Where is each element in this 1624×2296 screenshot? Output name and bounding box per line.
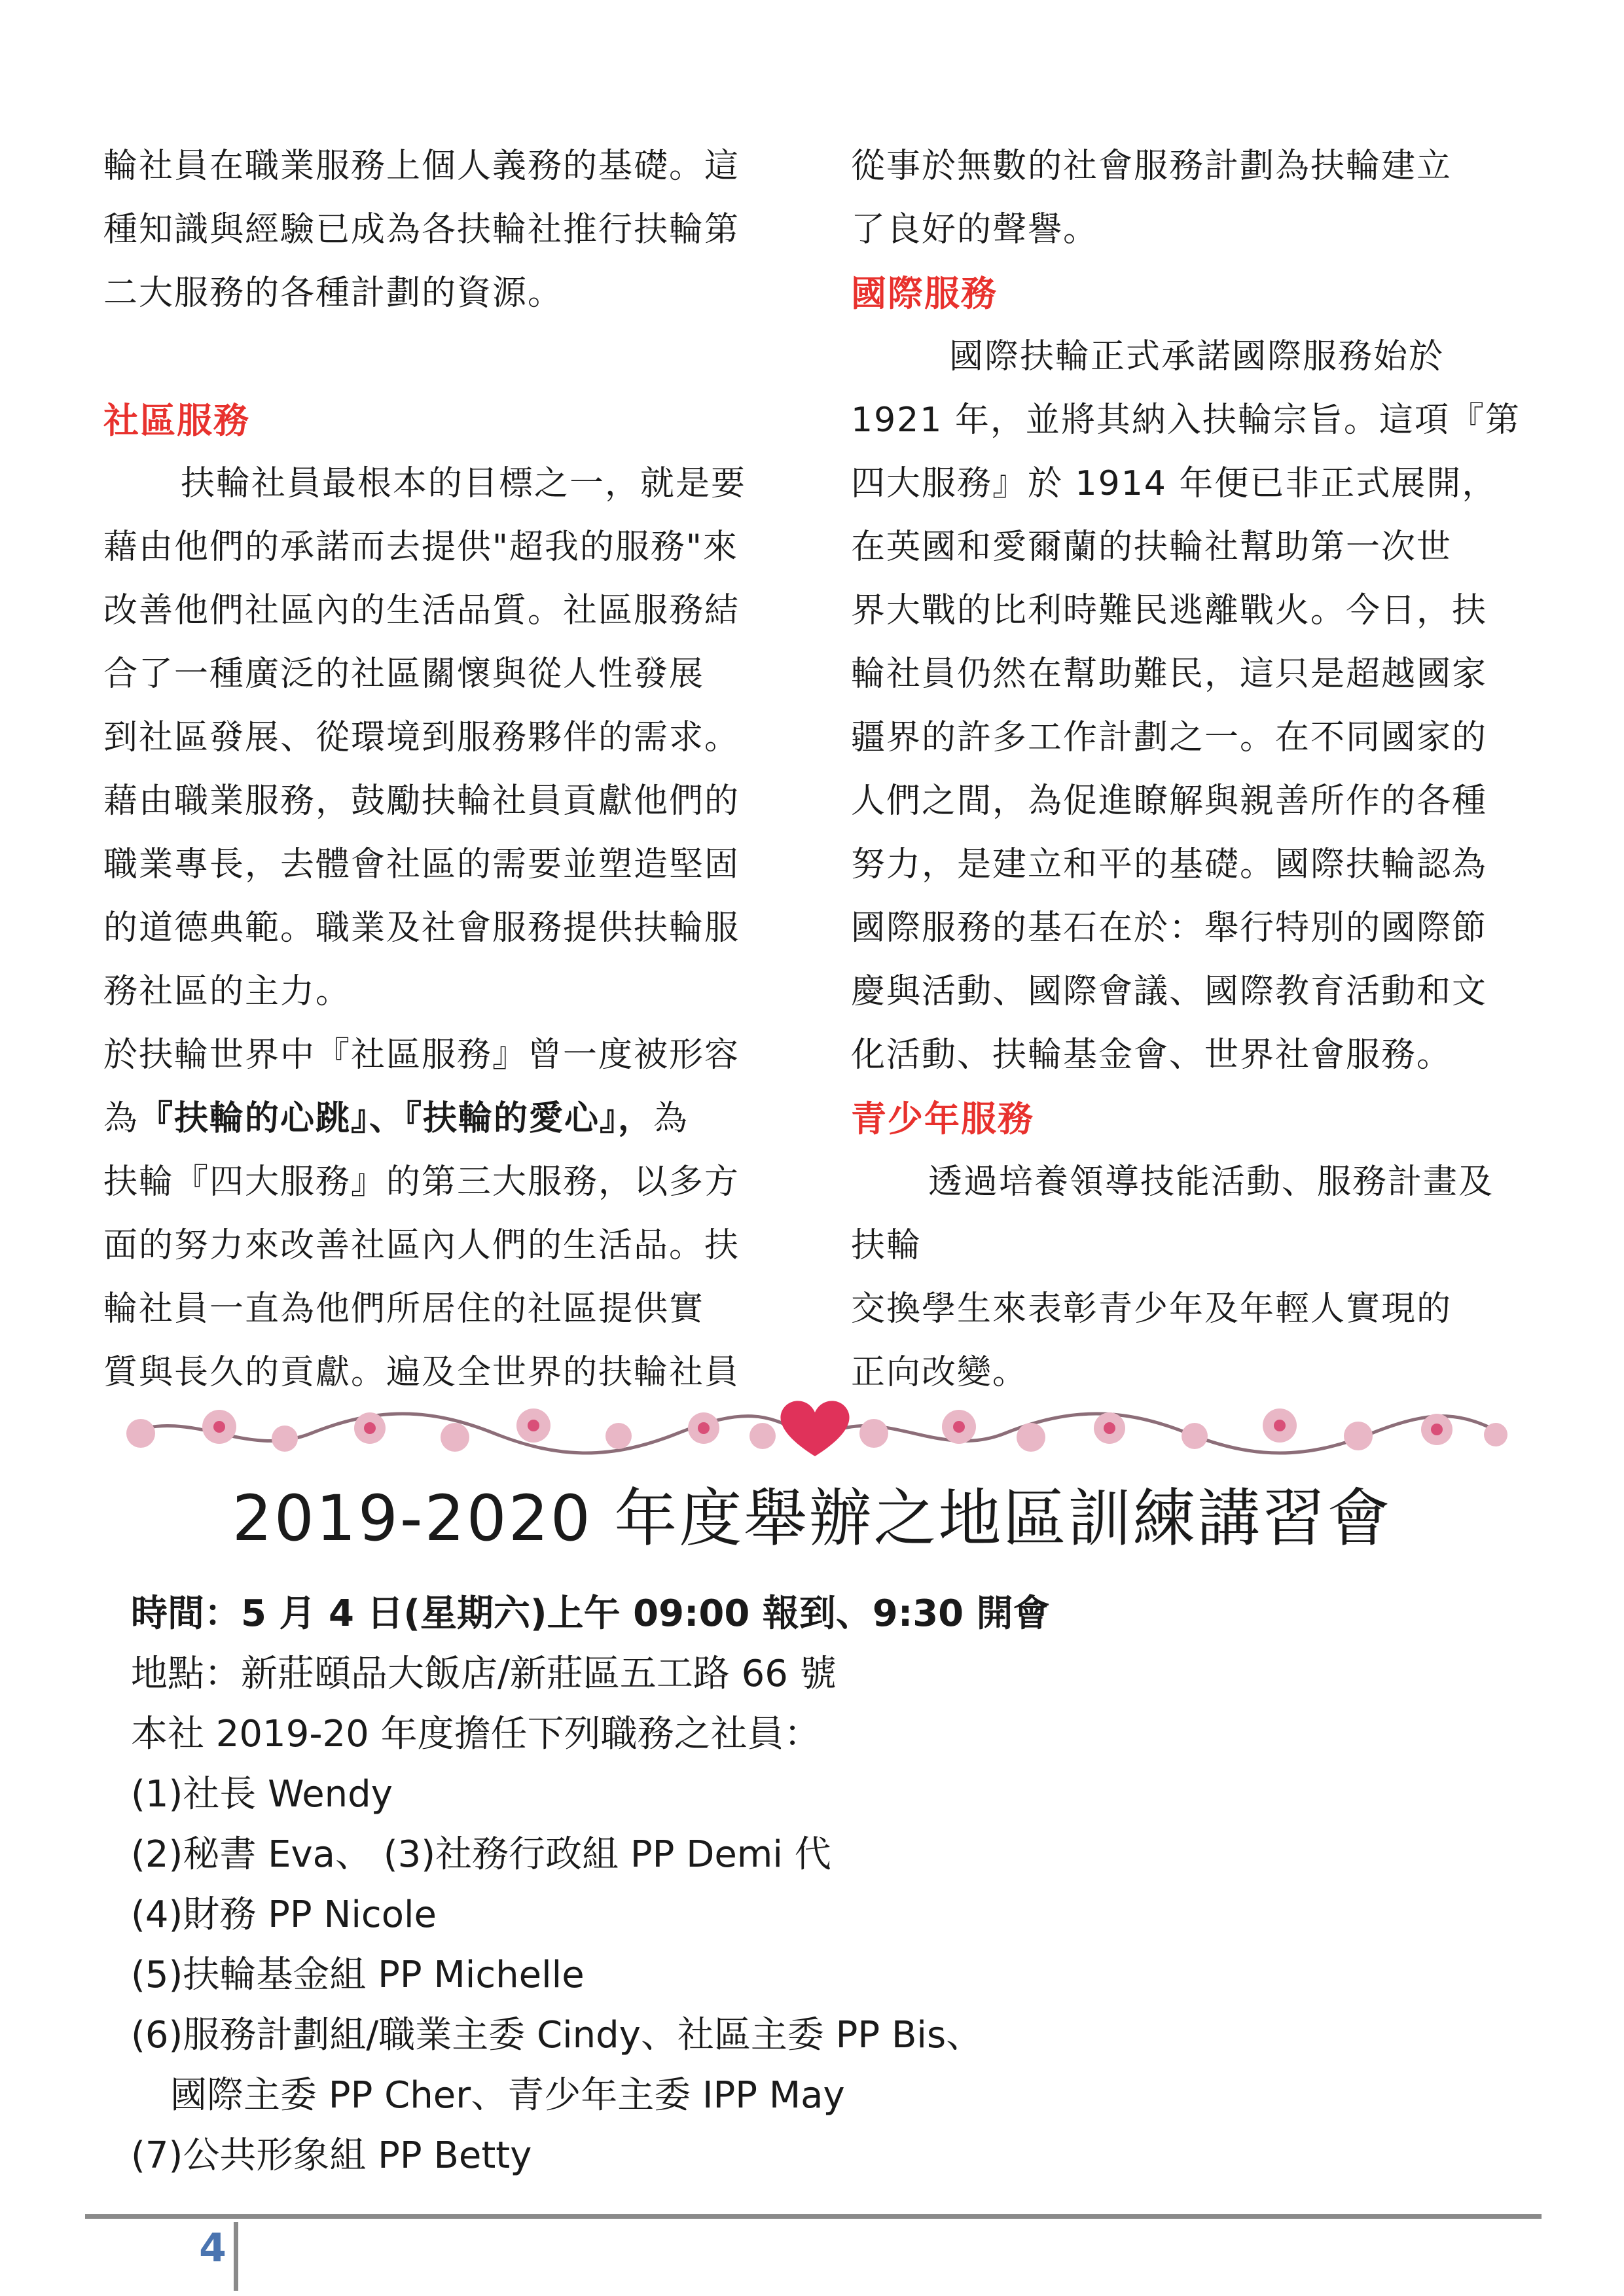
community-service-heading: 社區服務 (103, 400, 250, 441)
role-item: (4)財務 PP Nicole (131, 1893, 437, 1936)
heart-icon (780, 1401, 849, 1456)
page-number: 4 (199, 2225, 226, 2271)
floral-heart-divider (115, 1388, 1515, 1466)
page-number-divider (234, 2222, 238, 2291)
paragraph-line: 努力，是建立和平的基礎。國際扶輪認為 (851, 845, 1488, 884)
paragraph-line: 扶輪社員最根本的目標之一，就是要 (181, 464, 747, 503)
right-column (851, 135, 1545, 1405)
paragraph-line: 職業專長，去體會社區的需要並塑造堅固 (103, 845, 740, 884)
footer-rule (85, 2214, 1542, 2219)
paragraph-line: 質與長久的貢獻。遍及全世界的扶輪社員 (103, 1353, 740, 1392)
paragraph-line: 改善他們社區內的生活品質。社區服務結 (103, 591, 740, 630)
training-title: 2019-2020 年度舉辦之地區訓練講習會 (232, 1482, 1392, 1555)
paragraph-line (103, 1087, 794, 1151)
training-details (131, 1584, 1506, 2186)
paragraph-line: 透過培養領導技能活動、服務計畫及 (928, 1162, 1494, 1202)
paragraph-line: 的道德典範。職業及社會服務提供扶輪服 (103, 908, 740, 948)
paragraph-line: 人們之間，為促進瞭解與親善所作的各種 (851, 781, 1488, 821)
paragraph-line: 正向改變。 (851, 1353, 1028, 1392)
paragraph-line: 界大戰的比利時難民逃離戰火。今日，扶 (851, 591, 1488, 630)
paragraph-line: 輪社員仍然在幫助難民，這只是超越國家 (851, 655, 1488, 694)
paragraph-line: 面的努力來改善社區內人們的生活品。扶 (103, 1226, 740, 1265)
paragraph-line: 於扶輪世界中『社區服務』曾一度被形容 (103, 1035, 740, 1075)
heart-line-prefix: 為 (103, 1099, 139, 1138)
paragraph-line: 國際服務的基石在於：舉行特別的國際節 (851, 908, 1488, 948)
paragraph-line: 交換學生來表彰青少年及年輕人實現的 (851, 1289, 1453, 1329)
paragraph-line: 四大服務』於 1914 年便已非正式展開， (851, 464, 1498, 503)
paragraph-line: 化活動、扶輪基金會、世界社會服務。 (851, 1035, 1453, 1075)
paragraph-line: 合了一種廣泛的社區關懷與從人性發展 (103, 655, 705, 694)
paragraph-line: 輪社員一直為他們所居住的社區提供實 (103, 1289, 705, 1329)
paragraph-line: 種知識與經驗已成為各扶輪社推行扶輪第 (103, 210, 740, 249)
paragraph-line: 國際扶輪正式承諾國際服務始於 (949, 337, 1445, 376)
paragraph-line: 從事於無數的社會服務計劃為扶輪建立 (851, 147, 1453, 186)
rotary-heart-phrase: 『扶輪的心跳』、『扶輪的愛心』， (139, 1099, 654, 1138)
role-item: (2)秘書 Eva、 (3)社務行政組 PP Demi 代 (131, 1833, 831, 1876)
paragraph-line: 在英國和愛爾蘭的扶輪社幫助第一次世 (851, 528, 1453, 567)
paragraph-line: 藉由他們的承諾而去提供"超我的服務"來 (103, 528, 738, 567)
role-item: 國際主委 PP Cher、青少年主委 IPP May (170, 2074, 845, 2117)
paragraph-line: 疆界的許多工作計劃之一。在不同國家的 (851, 718, 1488, 757)
training-venue: 地點：新莊頤品大飯店/新莊區五工路 66 號 (131, 1653, 837, 1695)
paragraph-line: 二大服務的各種計劃的資源。 (103, 274, 564, 313)
international-service-heading: 國際服務 (851, 273, 998, 314)
youth-service-heading: 青少年服務 (851, 1098, 1034, 1139)
role-item: (6)服務計劃組/職業主委 Cindy、社區主委 PP Bis、 (131, 2014, 983, 2056)
paragraph-line: 到社區發展、從環境到服務夥伴的需求。 (103, 718, 740, 757)
role-item: (1)社長 Wendy (131, 1773, 393, 1816)
paragraph-line: 扶輪 (851, 1226, 922, 1265)
left-column (103, 135, 794, 1405)
paragraph-line: 了良好的聲譽。 (851, 210, 1099, 249)
role-item: (5)扶輪基金組 PP Michelle (131, 1954, 585, 1996)
heart-line-suffix: 為 (653, 1099, 689, 1138)
paragraph-line: 輪社員在職業服務上個人義務的基礎。這 (103, 147, 740, 186)
paragraph-line: 藉由職業服務，鼓勵扶輪社員貢獻他們的 (103, 781, 740, 821)
paragraph-line: 務社區的主力。 (103, 972, 352, 1011)
paragraph-line: 扶輪『四大服務』的第三大服務，以多方 (103, 1162, 740, 1202)
paragraph-line: 慶與活動、國際會議、國際教育活動和文 (851, 972, 1488, 1011)
training-time: 時間：5 月 4 日(星期六)上午 09:00 報到、9:30 開會 (131, 1592, 1050, 1635)
members-intro: 本社 2019-20 年度擔任下列職務之社員： (131, 1713, 821, 1755)
role-item: (7)公共形象組 PP Betty (131, 2134, 532, 2177)
paragraph-line: 1921 年，並將其納入扶輪宗旨。這項『第 (851, 401, 1521, 440)
